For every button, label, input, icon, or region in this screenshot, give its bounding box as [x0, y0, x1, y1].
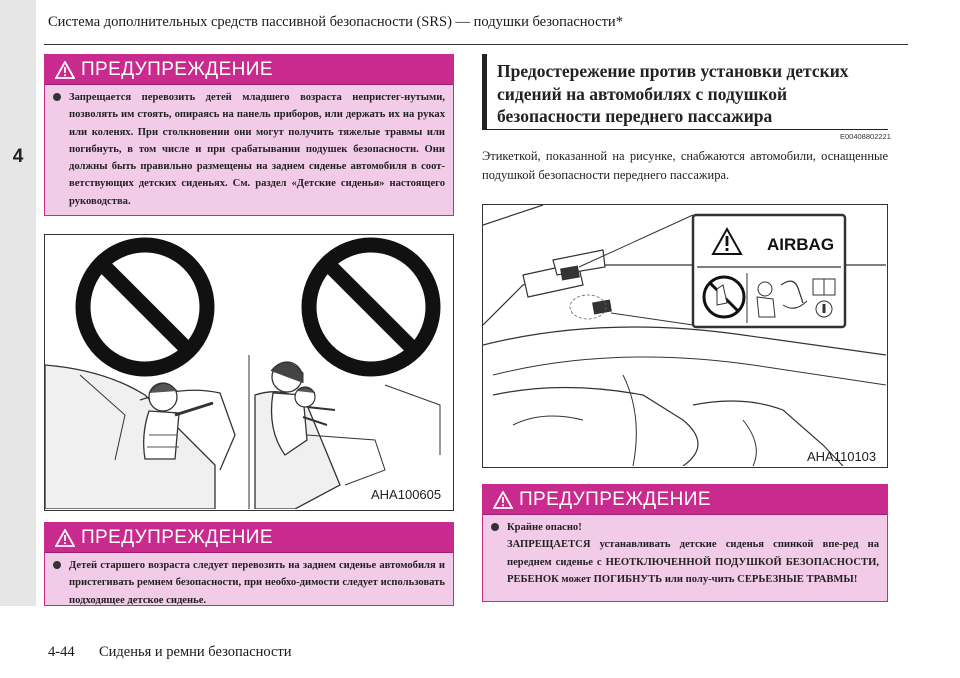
warning-header [45, 55, 453, 85]
figure-label-left: AHA100605 [371, 487, 442, 502]
warning-text-line-2: ЗАПРЕЩАЕТСЯ устанавливать детские сиденья спинкой впе-ред на переднем сиденье с НЕОТКЛЮЧЕННОЙ ПОДУШКОЙ БЕЗОПАСНОСТИ, РЕБЕНОК может ПОГИБНУТЬ или полу-чить СЕРЬЕЗНЫЕ ТРАВМЫ! [507, 539, 879, 585]
figure-airbag-label [482, 204, 888, 468]
warning-header [483, 485, 887, 515]
warning-triangle-icon [55, 61, 75, 79]
children-prohibition-illustration [45, 235, 452, 509]
figure-children-restriction [44, 234, 454, 511]
bullet-icon [53, 561, 61, 569]
warning-text-line-1: Крайне опасно! [507, 522, 582, 533]
figure-label-right: AHA110103 [807, 449, 877, 464]
warning-text: Запрещается перевозить детей младшего возраста непристег-нутыми, позволять им стоять, опираясь на панель приборов, или держать их на руках или коленях. При столкновении они могут получить тяжелые травмы или погибнуть, в том числе и при срабатывании подушек безопасности. Они должны быть правильно размещены на заднем сиденье автомобиля в соот-ветствующих детских сиденьях. См. раздел «Детские сиденья» настоящего руководства. [69, 92, 445, 207]
warning-triangle-icon [55, 529, 75, 547]
warning-text: Детей старшего возраста следует перевозить на заднем сиденье автомобиля и пристегивать ремнем безопасности, при необхо-димости следует использовать подходящее детское сиденье. [69, 560, 445, 606]
bullet-icon [491, 523, 499, 531]
bullet-icon [53, 93, 61, 101]
warning-triangle-icon [493, 491, 513, 509]
page-header-title: Система дополнительных средств пассивной безопасности (SRS) — подушки безопасности* [48, 14, 623, 30]
chapter-number: 4 [12, 146, 24, 167]
warning-heading: ПРЕДУПРЕЖДЕНИЕ [81, 58, 273, 80]
warning-box-bottom-left [44, 522, 454, 606]
footer-page-number: 4-44 [48, 644, 75, 660]
section-paragraph: Этикеткой, показанной на рисунке, снабжаются автомобили, оснащенные подушкой безопасности переднего пассажира. [482, 149, 888, 182]
warning-box-bottom-right [482, 484, 888, 602]
footer-section-title: Сиденья и ремни безопасности [99, 644, 292, 660]
section-code: E00408802221 [840, 132, 891, 141]
section-title: Предостережение против установки детских сидений на автомобилях с подушкой безопасности переднего пассажира [482, 54, 888, 130]
warning-heading: ПРЕДУПРЕЖДЕНИЕ [519, 488, 711, 510]
figure-airbag-text: AIRBAG [767, 235, 835, 254]
warning-header [45, 523, 453, 553]
header-divider [44, 44, 908, 45]
warning-box-top-left [44, 54, 454, 216]
warning-heading: ПРЕДУПРЕЖДЕНИЕ [81, 526, 273, 548]
chapter-side-tab [0, 0, 36, 606]
